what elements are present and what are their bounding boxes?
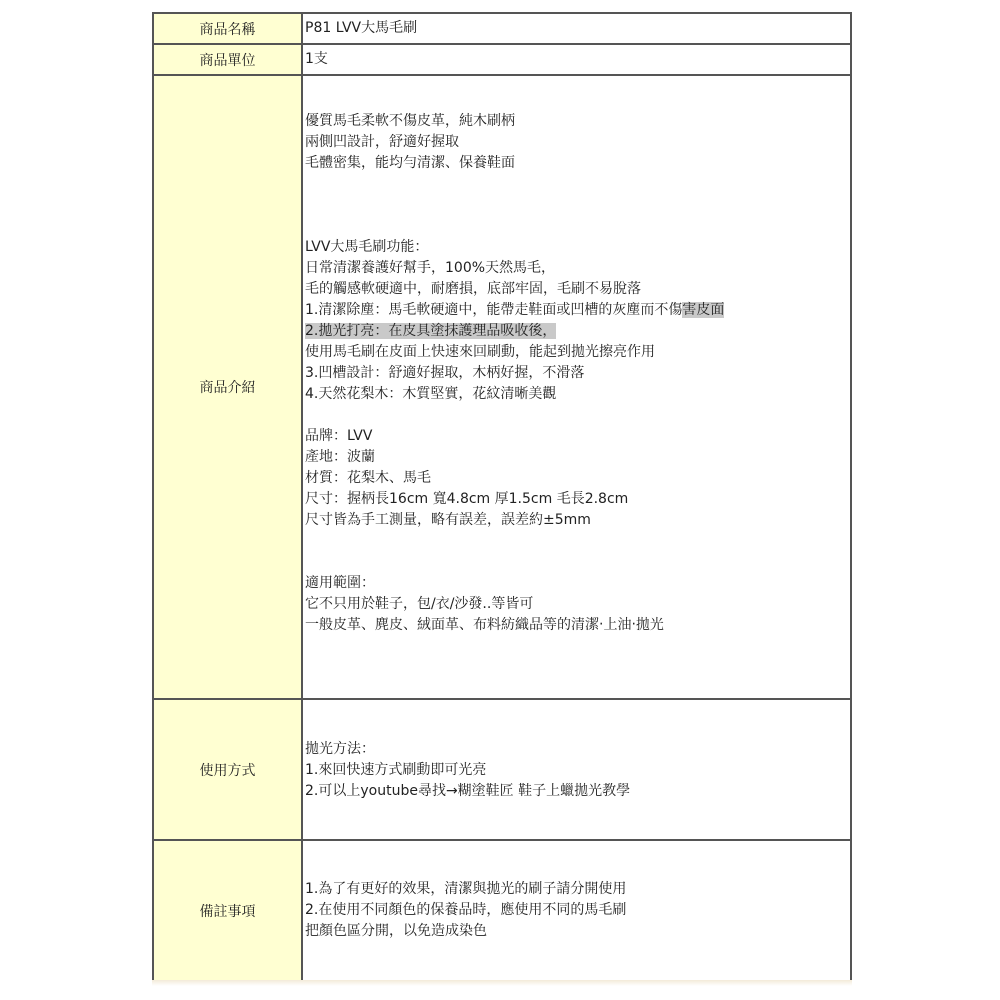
intro-line: 4.天然花梨木：木質堅實，花紋清晰美觀 [305, 386, 557, 402]
row-notes [153, 840, 851, 981]
value-notes [302, 840, 851, 981]
label-notes: 備註事項 [153, 840, 302, 981]
spec-size: 尺寸：握柄長16cm 寬4.8cm 厚1.5cm 毛長2.8cm [305, 491, 629, 507]
label-product-name: 商品名稱 [153, 13, 302, 44]
spec-size-note: 尺寸皆為手工測量，略有誤差，誤差約±5mm [305, 512, 591, 528]
notes-line: 把顏色區分開，以免造成染色 [305, 923, 487, 939]
usage-line: 2.可以上youtube尋找→糊塗鞋匠 鞋子上蠟拋光教學 [305, 783, 631, 799]
bottom-shadow-strip [152, 980, 852, 986]
product-spec-table [152, 12, 852, 982]
intro-line [305, 300, 850, 321]
spec-brand: 品牌：LVV [305, 428, 373, 444]
label-product-intro: 商品介紹 [153, 75, 302, 699]
notes-line: 2.在使用不同顏色的保養品時，應使用不同的馬毛刷 [305, 902, 627, 918]
intro-line: 一般皮革、麂皮、絨面革、布料紡織品等的清潔‧上油‧拋光 [305, 617, 664, 633]
highlighted-text: 害皮面 [682, 302, 725, 318]
label-product-unit: 商品單位 [153, 44, 302, 75]
notes-line: 1.為了有更好的效果，清潔與拋光的刷子請分開使用 [305, 881, 627, 897]
label-usage: 使用方式 [153, 699, 302, 840]
value-usage [302, 699, 851, 840]
value-product-unit: 1支 [302, 44, 851, 75]
intro-line-part: 1.清潔除塵：馬毛軟硬適中，能帶走鞋面或凹槽的灰塵而不傷 [305, 302, 683, 318]
intro-line: 日常清潔養護好幫手，100%天然馬毛， [305, 260, 556, 276]
intro-line: 它不只用於鞋子，包/衣/沙發..等皆可 [305, 596, 534, 612]
row-usage [153, 699, 851, 840]
intro-line [305, 321, 850, 342]
highlighted-text: 2.拋光打亮：在皮具塗抹護理品吸收後， [305, 323, 557, 339]
spec-material: 材質：花梨木、馬毛 [305, 470, 431, 486]
intro-line: 毛的觸感軟硬適中，耐磨損，底部牢固，毛刷不易脫落 [305, 281, 641, 297]
intro-line: 毛體密集，能均勻清潔、保養鞋面 [305, 155, 515, 171]
scope-heading: 適用範圍： [305, 575, 375, 591]
value-product-name: P81 LVV大馬毛刷 [302, 13, 851, 44]
spec-origin: 產地：波蘭 [305, 449, 375, 465]
row-product-unit [153, 44, 851, 75]
intro-line: 優質馬毛柔軟不傷皮革，純木刷柄 [305, 113, 515, 129]
usage-line: 1.來回快速方式刷動即可光亮 [305, 762, 487, 778]
intro-line: 使用馬毛刷在皮面上快速來回刷動，能起到拋光擦亮作用 [305, 344, 655, 360]
value-product-intro [302, 75, 851, 699]
intro-line: 3.凹槽設計：舒適好握取，木柄好握，不滑落 [305, 365, 585, 381]
usage-line: 拋光方法： [305, 741, 375, 757]
row-product-intro [153, 75, 851, 699]
functions-heading: LVV大馬毛刷功能： [305, 239, 429, 255]
row-product-name [153, 13, 851, 44]
intro-line: 兩側凹設計，舒適好握取 [305, 134, 459, 150]
